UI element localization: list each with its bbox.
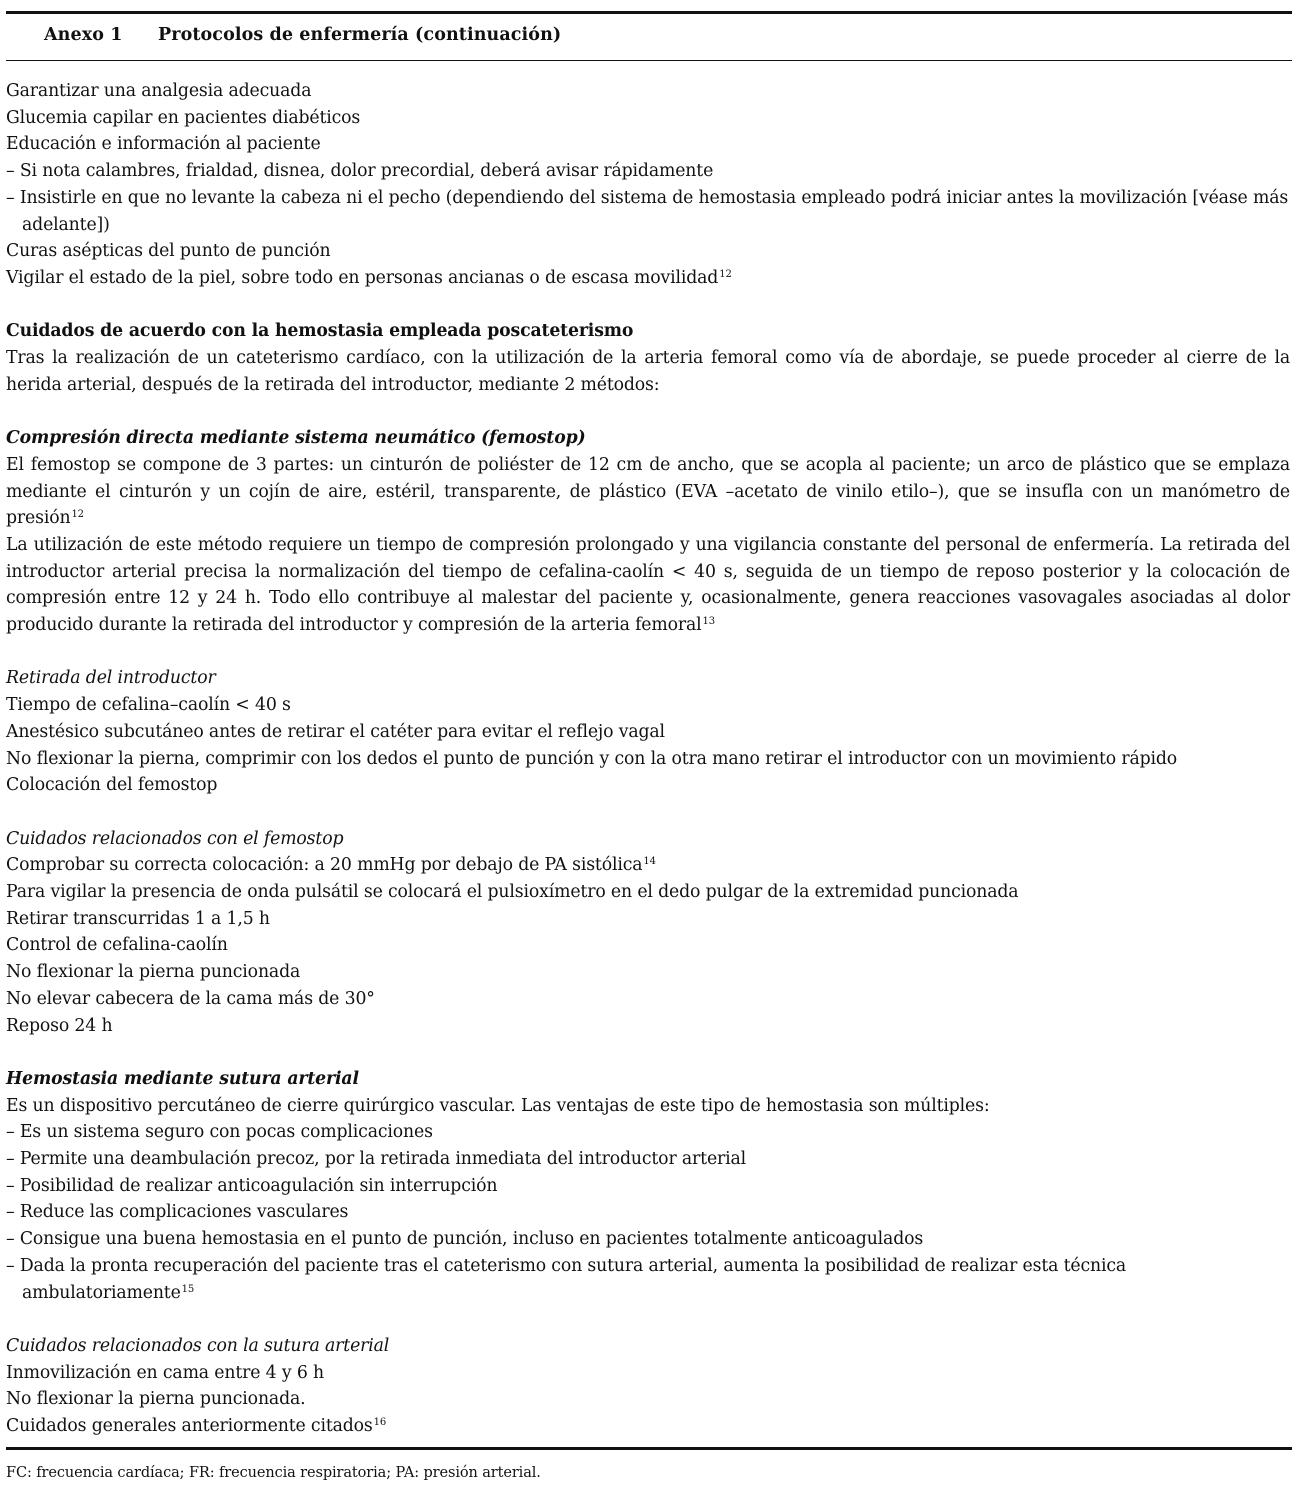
- table-caption: [44, 25, 561, 45]
- cuidados-sutura-line: Cuidados generales anteriormente citados$^{16}$: [6, 1416, 387, 1437]
- header-rule: [6, 60, 1292, 61]
- section-heading-cuidados-sutura: Cuidados relacionados con la sutura arterial: [6, 1335, 390, 1356]
- intro-line: Glucemia capilar en pacientes diabéticos: [6, 107, 361, 128]
- section-heading-sutura: Hemostasia mediante sutura arterial: [6, 1068, 359, 1089]
- intro-bullet: – Si nota calambres, frialdad, disnea, dolor precordial, deberá avisar rápidamente: [6, 161, 714, 182]
- intro-line: Vigilar el estado de la piel, sobre todo en personas ancianas o de escasa movilidad$^{12}$: [6, 267, 732, 288]
- retirada-line: No flexionar la pierna, comprimir con los dedos el punto de punción y con la otra mano retirar el introductor con un movimiento rápido: [6, 748, 1178, 769]
- cuidados-sutura-line: No flexionar la pierna puncionada.: [6, 1389, 306, 1410]
- cuidados-femostop-line: Reposo 24 h: [6, 1015, 113, 1036]
- reference-marker: 14: [643, 856, 656, 868]
- retirada-line: Anestésico subcutáneo antes de retirar el catéter para evitar el reflejo vagal: [6, 721, 665, 742]
- reference-marker: 12: [719, 268, 732, 280]
- cuidados-sutura-line: Inmovilización en cama entre 4 y 6 h: [6, 1362, 324, 1383]
- retirada-line: Colocación del femostop: [6, 775, 218, 796]
- femostop-paragraph: El femostop se compone de 3 partes: un cinturón de poliéster de 12 cm de ancho, que se acopla al paciente; un arco de plástico que se emplaza mediante el cinturón y un cojín de aire, estéril, transparente, de plástico (EVA –acetato de vinilo etilo–), que se insufla con un manómetro de presión$^{12}$: [6, 454, 1290, 529]
- sutura-bullet: – Dada la pronta recuperación del paciente tras el cateterismo con sutura arterial, aumenta la posibilidad de realizar esta técnica ambulatoriamente$^{15}$: [6, 1255, 1127, 1303]
- cuidados-femostop-line: Control de cefalina-caolín: [6, 935, 228, 956]
- cuidados-femostop-line: Retirar transcurridas 1 a 1,5 h: [6, 908, 270, 929]
- sutura-bullet: – Posibilidad de realizar anticoagulación sin interrupción: [6, 1175, 498, 1196]
- table-footnote: FC: frecuencia cardíaca; FR: frecuencia respiratoria; PA: presión arterial.: [6, 1465, 541, 1481]
- section-heading-femostop: Compresión directa mediante sistema neumático (femostop): [6, 428, 586, 449]
- sutura-bullet: – Reduce las complicaciones vasculares: [6, 1202, 349, 1223]
- section-heading-retirada: Retirada del introductor: [6, 668, 216, 689]
- hemostasia-paragraph: Tras la realización de un cateterismo cardíaco, con la utilización de la arteria femoral como vía de abordaje, se puede proceder al cierre de la herida arterial, después de la retirada del introductor, mediante 2 métodos:: [6, 348, 1290, 395]
- sutura-intro: Es un dispositivo percutáneo de cierre quirúrgico vascular. Las ventajas de este tipo de hemostasia son múltiples:: [6, 1095, 990, 1116]
- cuidados-femostop-line: No elevar cabecera de la cama más de 30°: [6, 988, 375, 1009]
- sutura-bullet: – Es un sistema seguro con pocas complicaciones: [6, 1122, 433, 1143]
- cuidados-femostop-line: Para vigilar la presencia de onda pulsátil se colocará el pulsioxímetro en el dedo pulgar de la extremidad puncionada: [6, 882, 1019, 903]
- retirada-line: Tiempo de cefalina–caolín < 40 s: [6, 695, 291, 716]
- sutura-bullet: – Permite una deambulación precoz, por la retirada inmediata del introductor arterial: [6, 1149, 747, 1170]
- intro-line: Curas asépticas del punto de punción: [6, 241, 331, 262]
- caption-number: Anexo 1: [44, 25, 123, 45]
- reference-marker: 13: [702, 616, 715, 628]
- section-heading-cuidados-femostop: Cuidados relacionados con el femostop: [6, 828, 344, 849]
- reference-marker: 15: [181, 1283, 195, 1295]
- top-rule: [6, 11, 1292, 14]
- reference-marker: 12: [71, 509, 84, 521]
- intro-line: Garantizar una analgesia adecuada: [6, 81, 312, 101]
- section-heading-hemostasia: Cuidados de acuerdo con la hemostasia empleada poscateterismo: [6, 321, 634, 342]
- intro-bullet: – Insistirle en que no levante la cabeza ni el pecho (dependiendo del sistema de hemostasia empleado podrá iniciar antes la movilización [véase más adelante]): [6, 187, 1289, 235]
- femostop-paragraph: La utilización de este método requiere un tiempo de compresión prolongado y una vigilancia constante del personal de enfermería. La retirada del introductor arterial precisa la normalización del tiempo de cefalina-caolín < 40 s, seguida de un tiempo de reposo posterior y la colocación de compresión entre 12 y 24 h. Todo ello contribuye al malestar del paciente y, ocasionalmente, genera reacciones vasovagales asociadas al dolor producido durante la retirada del introductor y compresión de la arteria femoral$^{13}$: [6, 534, 1290, 636]
- cuidados-femostop-line: No flexionar la pierna puncionada: [6, 962, 301, 983]
- bottom-rule: [6, 1447, 1292, 1450]
- sutura-bullet: – Consigue una buena hemostasia en el punto de punción, incluso en pacientes totalmente anticoagulados: [6, 1229, 924, 1250]
- intro-line: Educación e información al paciente: [6, 134, 321, 155]
- reference-marker: 16: [373, 1417, 387, 1429]
- table-body: [6, 78, 1290, 1440]
- caption-title: Protocolos de enfermería (continuación): [158, 25, 562, 45]
- cuidados-femostop-line: Comprobar su correcta colocación: a 20 mmHg por debajo de PA sistólica$^{14}$: [6, 855, 656, 876]
